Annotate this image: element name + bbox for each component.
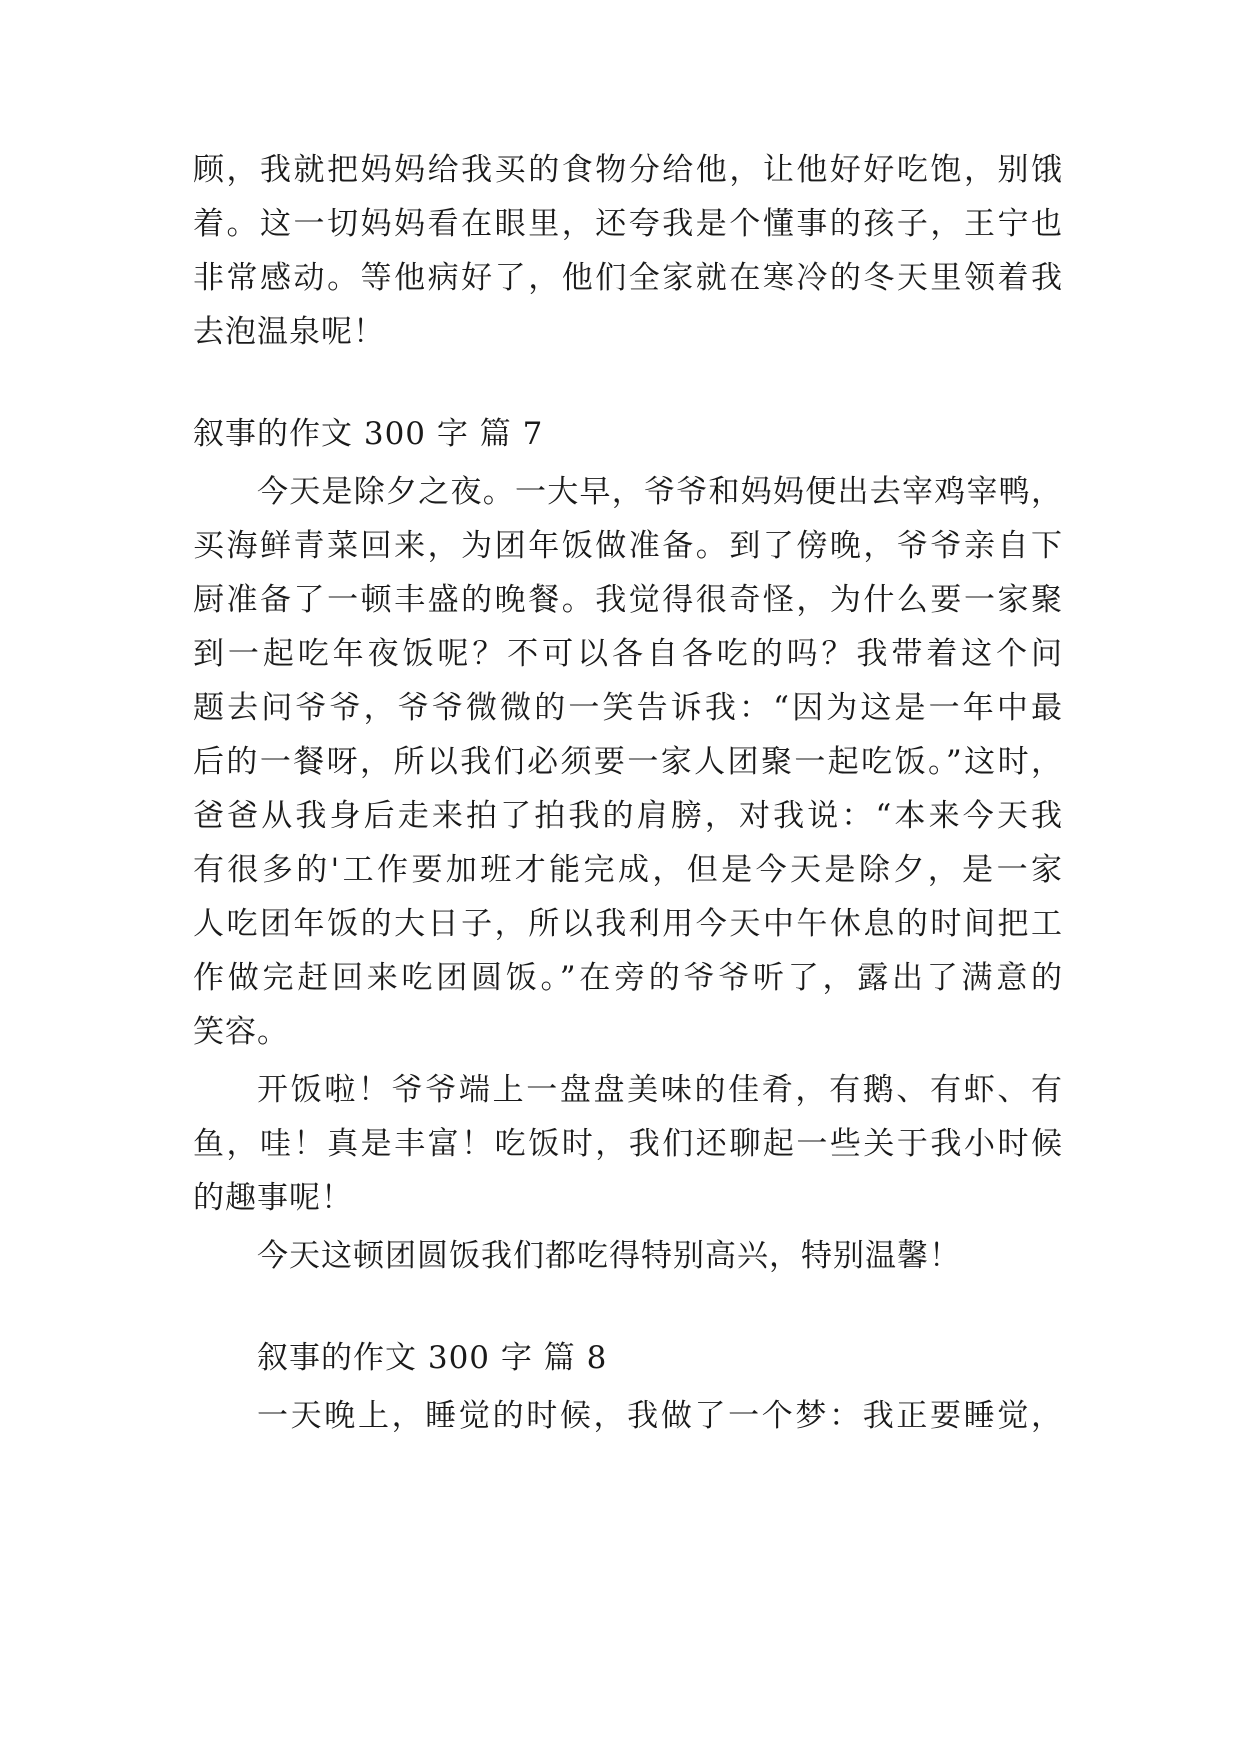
text-line: 的趣事呢！: [193, 1180, 353, 1216]
text-line: 厨准备了一顿丰盛的晚餐。我觉得很奇怪，为什么要一家聚: [193, 582, 1063, 618]
text-line: 今天这顿团圆饭我们都吃得特别高兴，特别温馨！: [257, 1238, 961, 1274]
text-line: 去泡温泉呢！: [193, 314, 385, 350]
text-line: 鱼，哇！真是丰富！吃饭时，我们还聊起一些关于我小时候: [193, 1126, 1063, 1162]
text-line: 后的一餐呀，所以我们必须要一家人团聚一起吃饭。”这时，: [193, 744, 1063, 780]
text-line: 作做完赶回来吃团圆饭。”在旁的爷爷听了，露出了满意的: [193, 960, 1063, 996]
text-line: 到一起吃年夜饭呢？不可以各自各吃的吗？我带着这个问: [193, 636, 1063, 672]
text-line: 着。这一切妈妈看在眼里，还夸我是个懂事的孩子，王宁也: [193, 206, 1063, 242]
text-line: 顾，我就把妈妈给我买的食物分给他，让他好好吃饱，别饿: [193, 152, 1063, 188]
text-line: 买海鲜青菜回来，为团年饭做准备。到了傍晚，爷爷亲自下: [193, 528, 1063, 564]
section-7-heading: 叙事的作文 300 字 篇 7: [193, 416, 544, 452]
text-line: 人吃团年饭的大日子，所以我利用今天中午休息的时间把工: [193, 906, 1063, 942]
text-line: 非常感动。等他病好了，他们全家就在寒冷的冬天里领着我: [193, 260, 1063, 296]
text-line: 一天晚上，睡觉的时候，我做了一个梦：我正要睡觉，: [257, 1398, 1063, 1434]
section-8-heading: 叙事的作文 300 字 篇 8: [257, 1340, 608, 1376]
text-line: 开饭啦！爷爷端上一盘盘美味的佳肴，有鹅、有虾、有: [257, 1072, 1063, 1108]
text-line: 有很多的'工作要加班才能完成，但是今天是除夕，是一家: [193, 852, 1063, 888]
text-line: 今天是除夕之夜。一大早，爷爷和妈妈便出去宰鸡宰鸭，: [257, 474, 1063, 510]
text-line: 爸爸从我身后走来拍了拍我的肩膀，对我说：“本来今天我: [193, 798, 1063, 834]
text-line: 笑容。: [193, 1014, 289, 1050]
text-line: 题去问爷爷，爷爷微微的一笑告诉我：“因为这是一年中最: [193, 690, 1063, 726]
